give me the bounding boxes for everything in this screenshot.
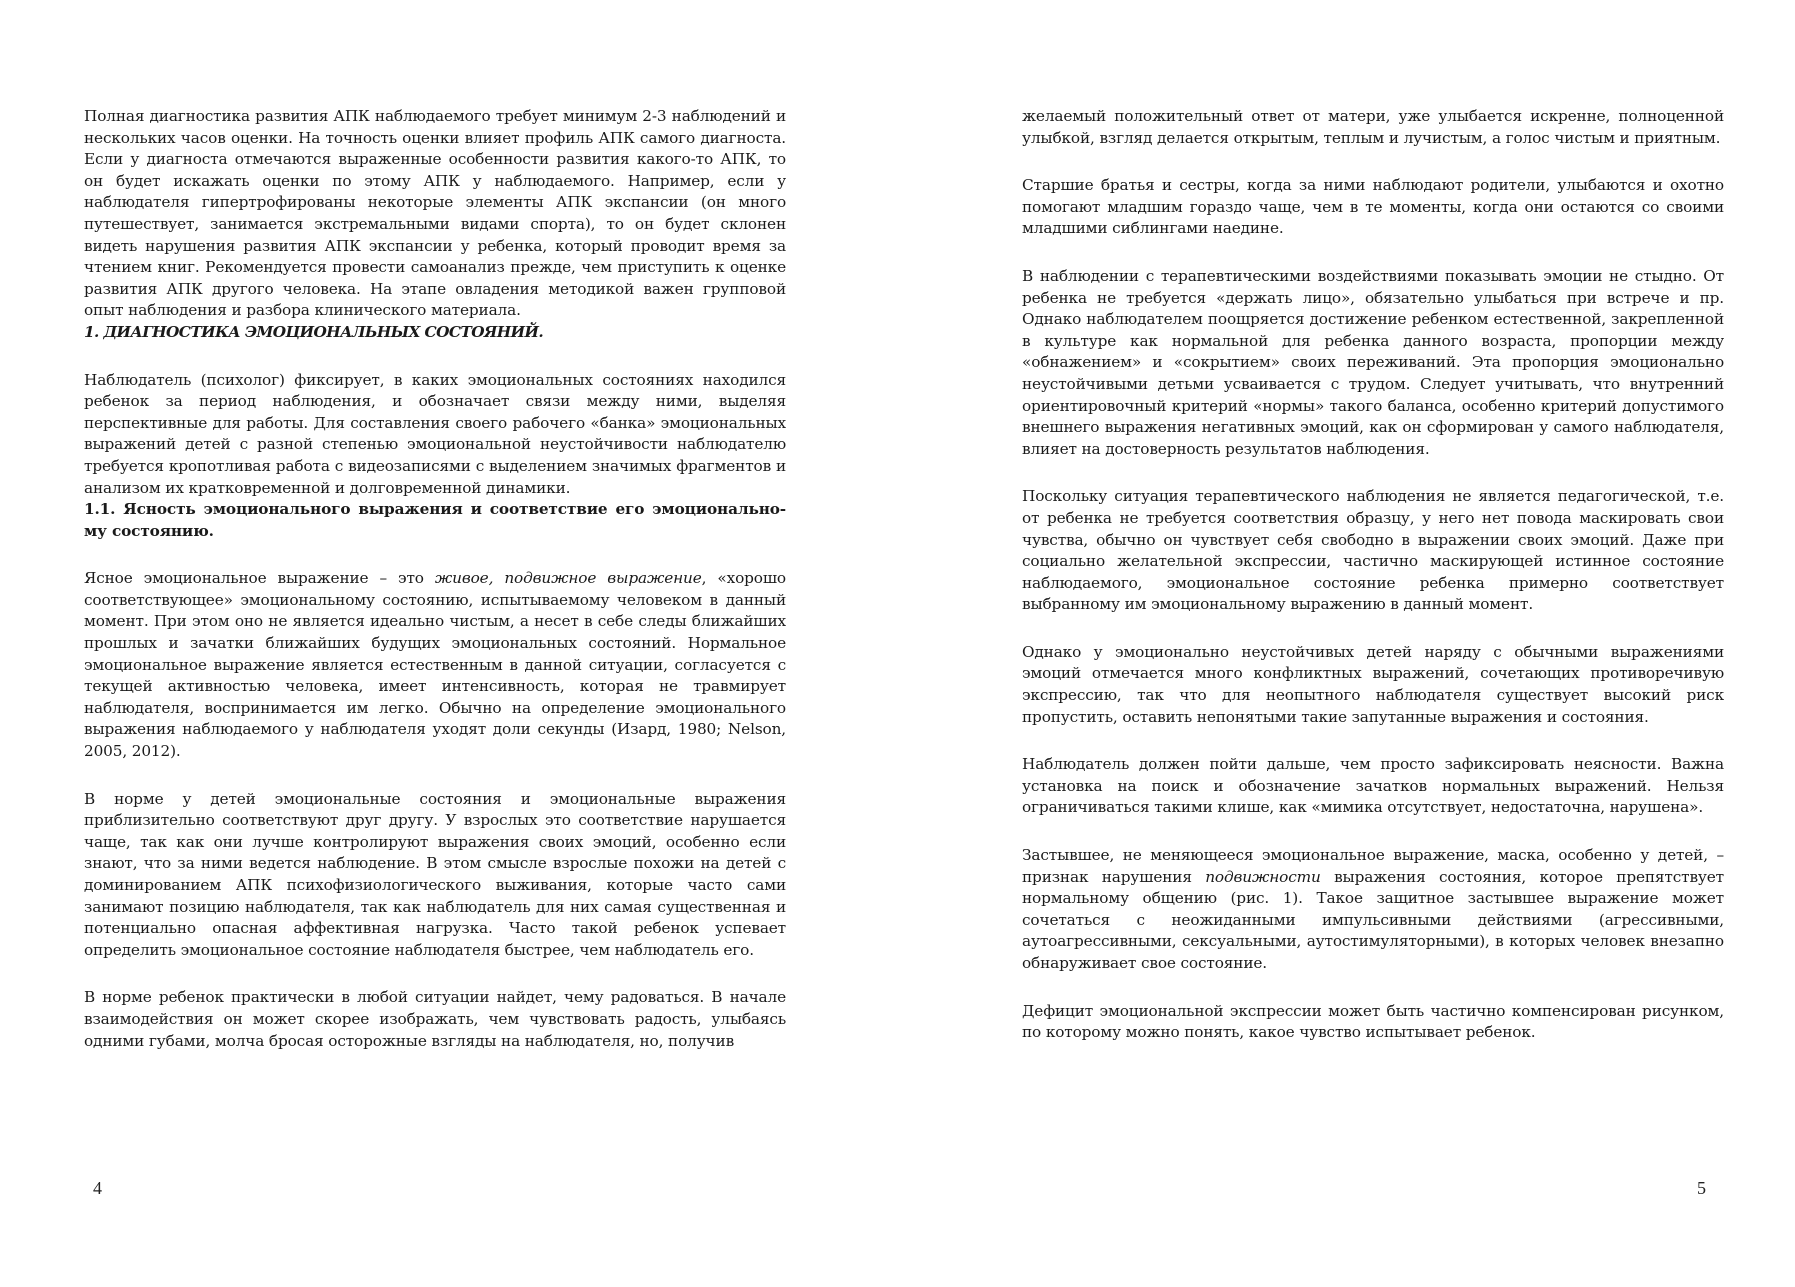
left-page-text-column — [84, 106, 786, 1052]
clear-expression-emphasis: живое, подвижное выражение — [434, 569, 702, 588]
paragraph-clear-expression — [84, 568, 786, 762]
paragraph-children-norm: В норме у детей эмоциональные состояния и эмоциональные выражения приблизительно соответствуют друг другу. У взрослых это соответствие нарушается чаще, так как они лучше контролируют выражения своих эмоций, особенно если знают, что за ними ведется наблюдение. В этом смысле взрослые похожи на детей с доминированием АПК психофизиологического выживания, которые часто сами занимают позицию наблюдателя, так как наблюдатель для них самая существенная и потенциально опасная аффективная нагрузка. Часто такой ребенок успевает определить эмоциональное состояние наблюдателя быстрее, чем наблюдатель его. — [84, 789, 786, 959]
frozen-expression-rest: выражения состояния, которое препятствует нормальному общению (рис. 1). Такое защитное застывшее выражение может сочетаться с неожиданными импульсивными действиями (агрессивными, аутоагрессивными, сексуальными, аутостимуляторными), в которых человек внезапно обнаруживает свое состояние. — [1022, 867, 1724, 972]
paragraph-frozen-expression — [1022, 845, 1724, 975]
section-heading: 1. ДИАГНОСТИКА ЭМОЦИОНАЛЬНЫХ СОСТОЯНИЙ. — [84, 322, 544, 341]
paragraph-conflicting-expressions: Однако у эмоционально неустойчивых детей наряду с обычными выражениями эмоций отмечается много конфликтных выражений, сочетающих противоречивую экспрессию, так что для неопытного наблюдателя существует высокий риск пропустить, оставить непонятыми такие запутанные выражения и состояния. — [1022, 642, 1724, 726]
paragraph-therapeutic-observation: В наблюдении с терапевтическими воздействиями показывать эмоции не стыдно. От ребенка не требуется «держать лицо», обязательно улыбаться при встрече и пр. Однако наблюдателем поощряется достижение ребенком естественной, закрепленной в культуре как нормальной для ребенка данного возраста, пропорции между «обнажением» и «сокрытием» своих переживаний. Эта пропорция эмоционально неустойчивыми детьми усваивается с трудом. Следует учитывать, что внутренний ориентировочный критерий «нормы» такого баланса, особенно критерий допустимого внешнего выражения негативных эмоций, как он сформирован у самого наблюдателя, влияет на достоверность результатов наблюдения. — [1022, 266, 1724, 458]
subsection-heading: 1.1. Ясность эмоционального выражения и соответствие его эмоционально-му состоянию. — [84, 500, 786, 540]
clear-expression-rest: , «хорошо соответствующее» эмоциональному состоянию, испытываемому человеком в данный момент. При этом оно не является идеально чистым, а несет в себе следы ближайших прошлых и зачатки ближайших будущих эмоциональных состояний. Нормальное эмоциональное выражение является естественным в данной ситуации, согласуется с текущей активностью человека, имеет интенсивность, которая не травмирует наблюдателя, воспринимается им легко. Обычно на определение эмоционального выражения наблюдаемого у наблюдателя уходят доли секунды (Изард, 1980; Nelson, 2005, 2012). — [84, 569, 786, 761]
frozen-expression-start: Застывшее, не меняющееся эмоциональное выражение, маска, особенно у детей, – признак нарушения — [1022, 846, 1724, 886]
left-page — [0, 0, 897, 1287]
paragraph-observer-further: Наблюдатель должен пойти дальше, чем просто зафиксировать неясности. Важна установка на поиск и обозначение зачатков нормальных выражений. Нельзя ограничиваться такими клише, как «мимика отсутствует, недостаточна, нарушена». — [1022, 755, 1724, 817]
paragraph-observer-records: Наблюдатель (психолог) фиксирует, в каких эмоциональных состояниях находился ребенок за период наблюдения, и обозначает связи между ними, выделяя перспективные для работы. Для составления своего рабочего «банка» эмоциональных выражений детей с разной степенью эмоциональной неустойчивости наблюдателю требуется кропотливая работа с видеозаписями с выделением значимых фрагментов и анализом их кратковременной и долговременной динамики. — [84, 370, 786, 497]
paragraph-child-joy: В норме ребенок практически в любой ситуации найдет, чему радоваться. В начале взаимодействия он может скорее изображать, чем чувствовать радость, улыбаясь одними губами, молча бросая осторожные взгляды на наблюдателя, но, получив — [84, 988, 786, 1050]
paragraph-diagnostics-intro: Полная диагностика развития АПК наблюдаемого требует минимум 2-3 наблюдений и нескольких часов оценки. На точность оценки влияет профиль АПК самого диагноста. Если у диагноста отмечаются выраженные особенности развития какого-то АПК, то он будет искажать оценки по этому АПК у наблюдаемого. Например, если у наблюдателя гипертрофированы некоторые элементы АПК экспансии (он много путешествует, занимается экстремальными видами спорта), то он будет склонен видеть нарушения развития АПК экспансии у ребенка, который проводит время за чтением книг. Рекомендуется провести самоанализ прежде, чем приступить к оценке развития АПК другого человека. На этапе овладения методикой важен групповой опыт наблюдения и разбора клинического материала. — [84, 107, 786, 320]
paragraph-non-pedagogical: Поскольку ситуация терапевтического наблюдения не является педагогической, т.е. от ребенка не требуется соответствия образцу, у него нет повода маскировать свои чувства, обычно он чувствует себя свободно в выражении своих эмоций. Даже при социально желательной экспрессии, частично маскирующей истинное состояние наблюдаемого, эмоциональное состояние ребенка примерно соответствует выбранному им эмоциональному выражению в данный момент. — [1022, 487, 1724, 614]
right-page-text-column — [1022, 106, 1724, 1044]
paragraph-siblings: Старшие братья и сестры, когда за ними наблюдают родители, улыбаются и охотно помогают младшим гораздо чаще, чем в те моменты, когда они остаются со своими младшими сиблингами наедине. — [1022, 176, 1724, 238]
right-page — [897, 0, 1795, 1287]
frozen-expression-emphasis: подвижности — [1205, 867, 1321, 886]
paragraph-continuation: желаемый положительный ответ от матери, уже улыбается искренне, полноценной улыбкой, взгляд делается открытым, теплым и лучистым, а голос чистым и приятным. — [1022, 107, 1724, 147]
page-number: 5 — [1697, 1178, 1706, 1198]
clear-expression-start: Ясное эмоциональное выражение – это — [84, 569, 435, 588]
paragraph-expression-deficit: Дефицит эмоциональной экспрессии может быть частично компенсирован рисунком, по которому можно понять, какое чувство испытывает ребенок. — [1022, 1001, 1724, 1042]
page-number: 4 — [93, 1178, 102, 1198]
